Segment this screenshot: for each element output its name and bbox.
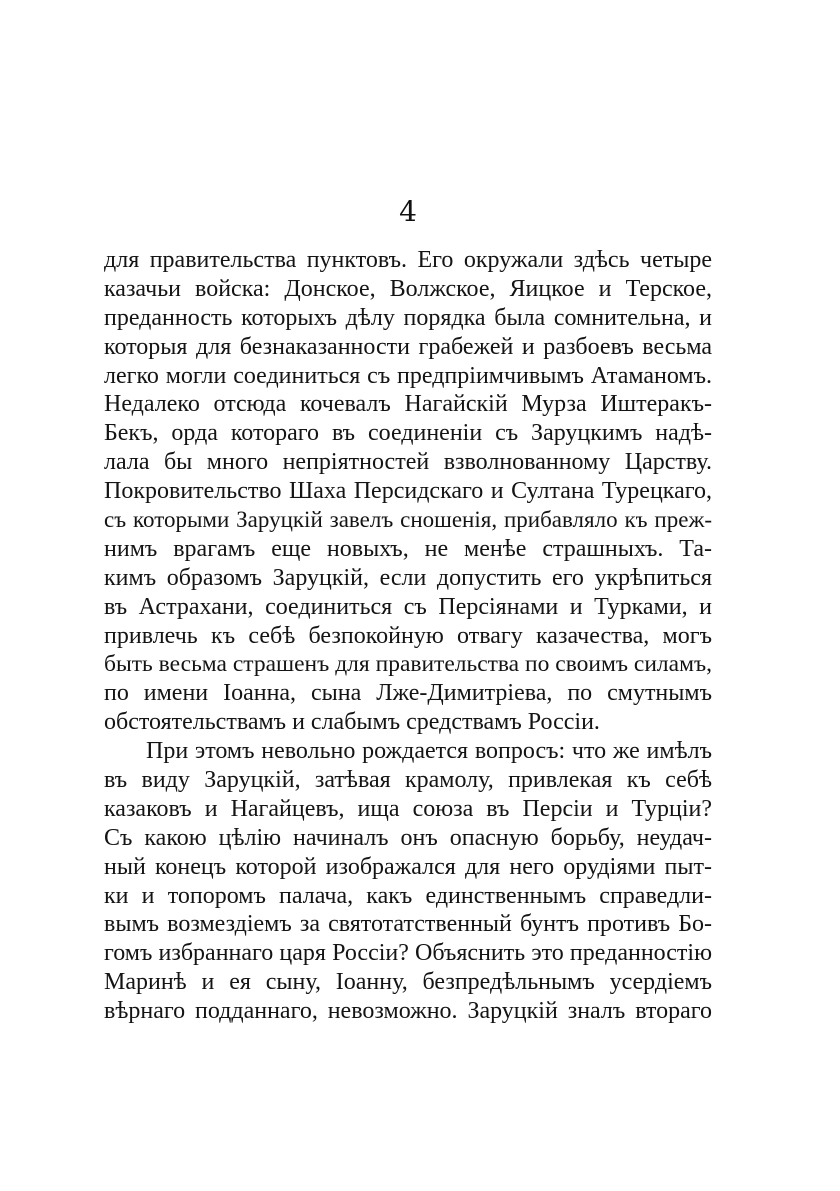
text-line: легко могли соединиться съ предпріимчивымъ Атаманомъ. (104, 362, 712, 389)
text-line: обстоятельствамъ и слабымъ средствамъ Россіи. (104, 709, 600, 736)
text-line: для правительства пунктовъ. Его окружали здѣсь четыре (104, 247, 712, 273)
text-line: нимъ врагамъ еще новыхъ, не менѣе страшныхъ. Та- (104, 535, 712, 562)
text-line: вѣрнаго подданнаго, невозможно. Заруцкій зналъ втораго (104, 998, 712, 1025)
text-line: ки и топоромъ палача, какъ единственнымъ справедли- (104, 882, 712, 909)
text-line: гомъ избраннаго царя Россіи? Объяснить это преданностію (104, 940, 712, 967)
text-line: съ которыми Заруцкій завелъ сношенія, прибавляло къ преж- (104, 507, 712, 533)
text-line: по имени Іоанна, сына Лже-Димитріева, по смутнымъ (104, 680, 712, 707)
text-line: Бекъ, орда котораго въ соединеніи съ Заруцкимъ надѣ- (104, 420, 712, 447)
text-line: вымъ возмездіемъ за святотатственный бунтъ противъ Бо- (104, 911, 712, 938)
text-line: Маринѣ и ея сыну, Іоанну, безпредѣльнымъ усердіемъ (104, 969, 712, 996)
text-line: которыя для безнаказанности грабежей и разбоевъ весьма (104, 333, 712, 360)
paragraph-1 (104, 246, 712, 737)
text-line: Покровительство Шаха Персидскаго и Султана Турецкаго, (104, 478, 712, 505)
text-line: въ Астрахани, соединиться съ Персіянами и Турками, и (104, 593, 712, 620)
text-line: преданность которыхъ дѣлу порядка была сомнительна, и (104, 304, 712, 331)
text-line: Недалеко отсюда кочевалъ Нагайскій Мурза Иштеракъ- (104, 391, 712, 418)
text-line: Съ какою цѣлію начиналъ онъ опасную борьбу, неудач- (104, 824, 712, 851)
text-line: привлечь къ себѣ безпокойную отвагу казачества, могъ (104, 622, 712, 649)
text-line: При этомъ невольно рождается вопросъ: что же имѣлъ (146, 738, 712, 765)
page-number: 4 (399, 195, 417, 228)
text-line: казаковъ и Нагайцевъ, ища союза въ Персіи и Турціи? (104, 795, 712, 822)
text-line: кимъ образомъ Заруцкій, если допустить его укрѣпиться (104, 564, 712, 591)
body-text (104, 246, 712, 1026)
text-line: казачьи войска: Донское, Волжское, Яицкое и Терское, (104, 275, 712, 302)
text-line: быть весьма страшенъ для правительства по своимъ силамъ, (104, 651, 712, 678)
text-line: въ виду Заруцкій, затѣвая крамолу, привлекая къ себѣ (104, 767, 712, 794)
text-line: ный конецъ которой изображался для него орудіями пыт- (104, 853, 712, 880)
text-line: лала бы много непріятностей взволнованному Царству. (104, 449, 712, 476)
paragraph-2 (104, 737, 712, 1026)
